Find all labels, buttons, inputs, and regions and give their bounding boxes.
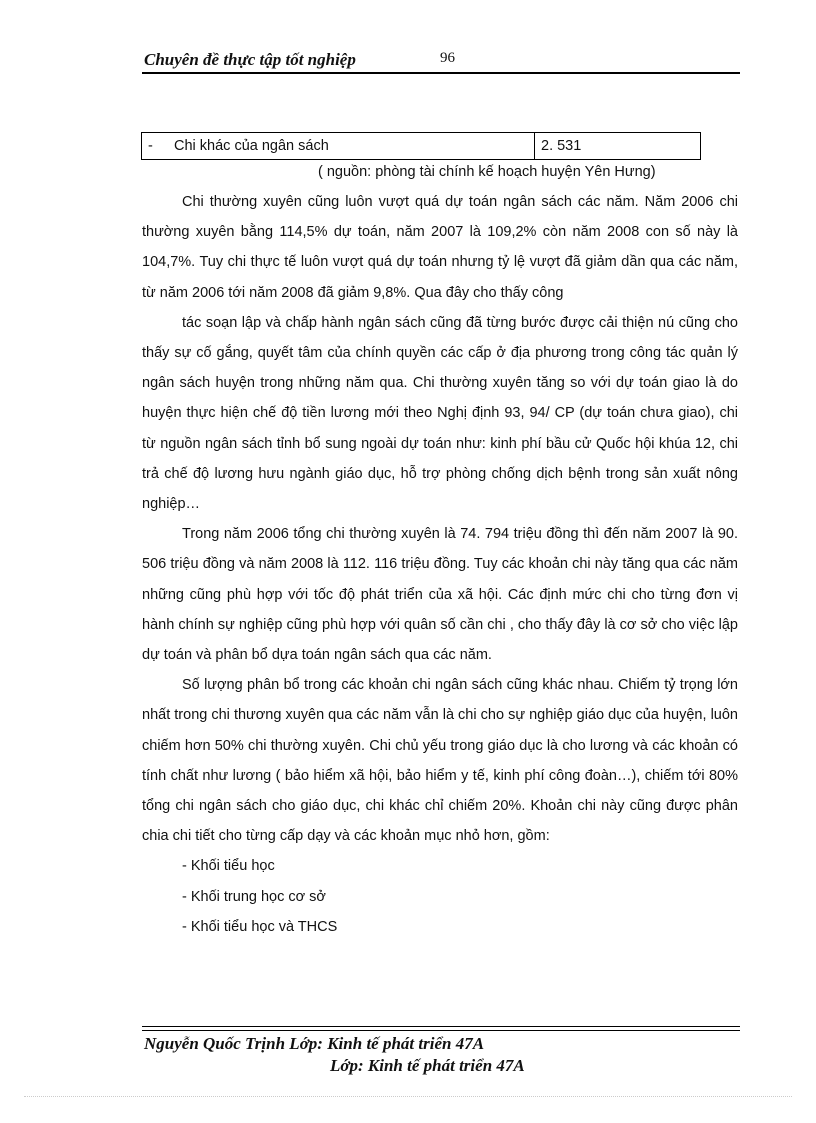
page-bottom-border [24,1096,792,1097]
budget-table [141,132,701,160]
list-item: - Khối tiểu học và THCS [182,918,338,935]
table-cell-value: 2. 531 [535,133,701,160]
paragraph: Số lượng phân bổ trong các khoản chi ngân sách cũng khác nhau. Chiếm tỷ trọng lớn nhất trong chi thương xuyên qua các năm vẫn là chi cho sự nghiệp giáo dục của huyện, luôn chiếm hơn 50% chi thường xuyên. Chi chủ yếu trong giáo dục là cho lương và các khoản có tính chất như lương ( bảo hiểm xã hội, bảo hiểm y tế, kinh phí công đoàn…), chiếm tới 80% tổng chi ngân sách cho giáo dục, chi khác chỉ chiếm 20%. Khoản chi này cũng được phân chia chi tiết cho từng cấp dạy và các khoản mục nhỏ hơn, gồm: [142,677,738,845]
row-label: Chi khác của ngân sách [174,138,329,154]
table-row [142,133,701,160]
footer-author: Nguyễn Quốc Trịnh Lớp: Kinh tế phát triển 47A [144,1034,485,1053]
paragraph: Chi thường xuyên cũng luôn vượt quá dự toán ngân sách các năm. Năm 2006 chi thường xuyên bằng 114,5% dự toán, năm 2007 là 109,2% còn năm 2008 con số này là 104,7%. Tuy chi thực tế luôn vượt quá dự toán nhưng tỷ lệ vượt đã giảm dần qua các năm, từ năm 2006 tới năm 2008 đã giảm 9,8%. Qua đây cho thấy công [142,194,738,301]
list-item: - Khối tiểu học [182,858,275,875]
paragraph: tác soạn lập và chấp hành ngân sách cũng đã từng bước được cải thiện nú cũng cho thấy sự cố gắng, quyết tâm của chính quyền các cấp ở địa phương trong công tác quản lý ngân sách huyện trong những năm qua. Chi thường xuyên tăng so với dự toán giao là do huyện thực hiện chế độ tiền lương mới theo Nghị định 93, 94/ CP (dự toán chưa giao), chi từ nguồn ngân sách tỉnh bổ sung ngoài dự toán như: kinh phí bầu cử Quốc hội khúa 12, chi trả chế độ lương hưu ngành giáo dục, hỗ trợ phòng chống dịch bệnh trong sản xuất nông nghiệp… [142,314,738,513]
footer-class: Lớp: Kinh tế phát triển 47A [330,1056,525,1075]
footer-divider [142,1026,740,1031]
page-header [142,48,740,74]
paragraph: Trong năm 2006 tổng chi thường xuyên là 74. 794 triệu đồng thì đến năm 2007 là 90. 506 triệu đồng và năm 2008 là 112. 116 triệu đồng. Tuy các khoản chi này tăng qua các năm những cũng phù hợp với tốc độ phát triển của xã hội. Các định mức chi cho từng đơn vị hành chính sự nghiệp cũng phù hợp với quân số cần chi , cho thấy đây là cơ sở cho việc lập dự toán và phân bổ dựa toán ngân sách qua các năm. [142,526,738,664]
table-cell-label [142,133,535,160]
page-number: 96 [440,50,455,66]
body-text [142,187,738,942]
row-dash: - [148,138,153,154]
source-note: ( nguồn: phòng tài chính kế hoạch huyện Yên Hưng) [318,164,656,180]
document-title: Chuyên đề thực tập tốt nghiệp [144,50,356,69]
list-item: - Khối trung học cơ sở [182,888,326,905]
